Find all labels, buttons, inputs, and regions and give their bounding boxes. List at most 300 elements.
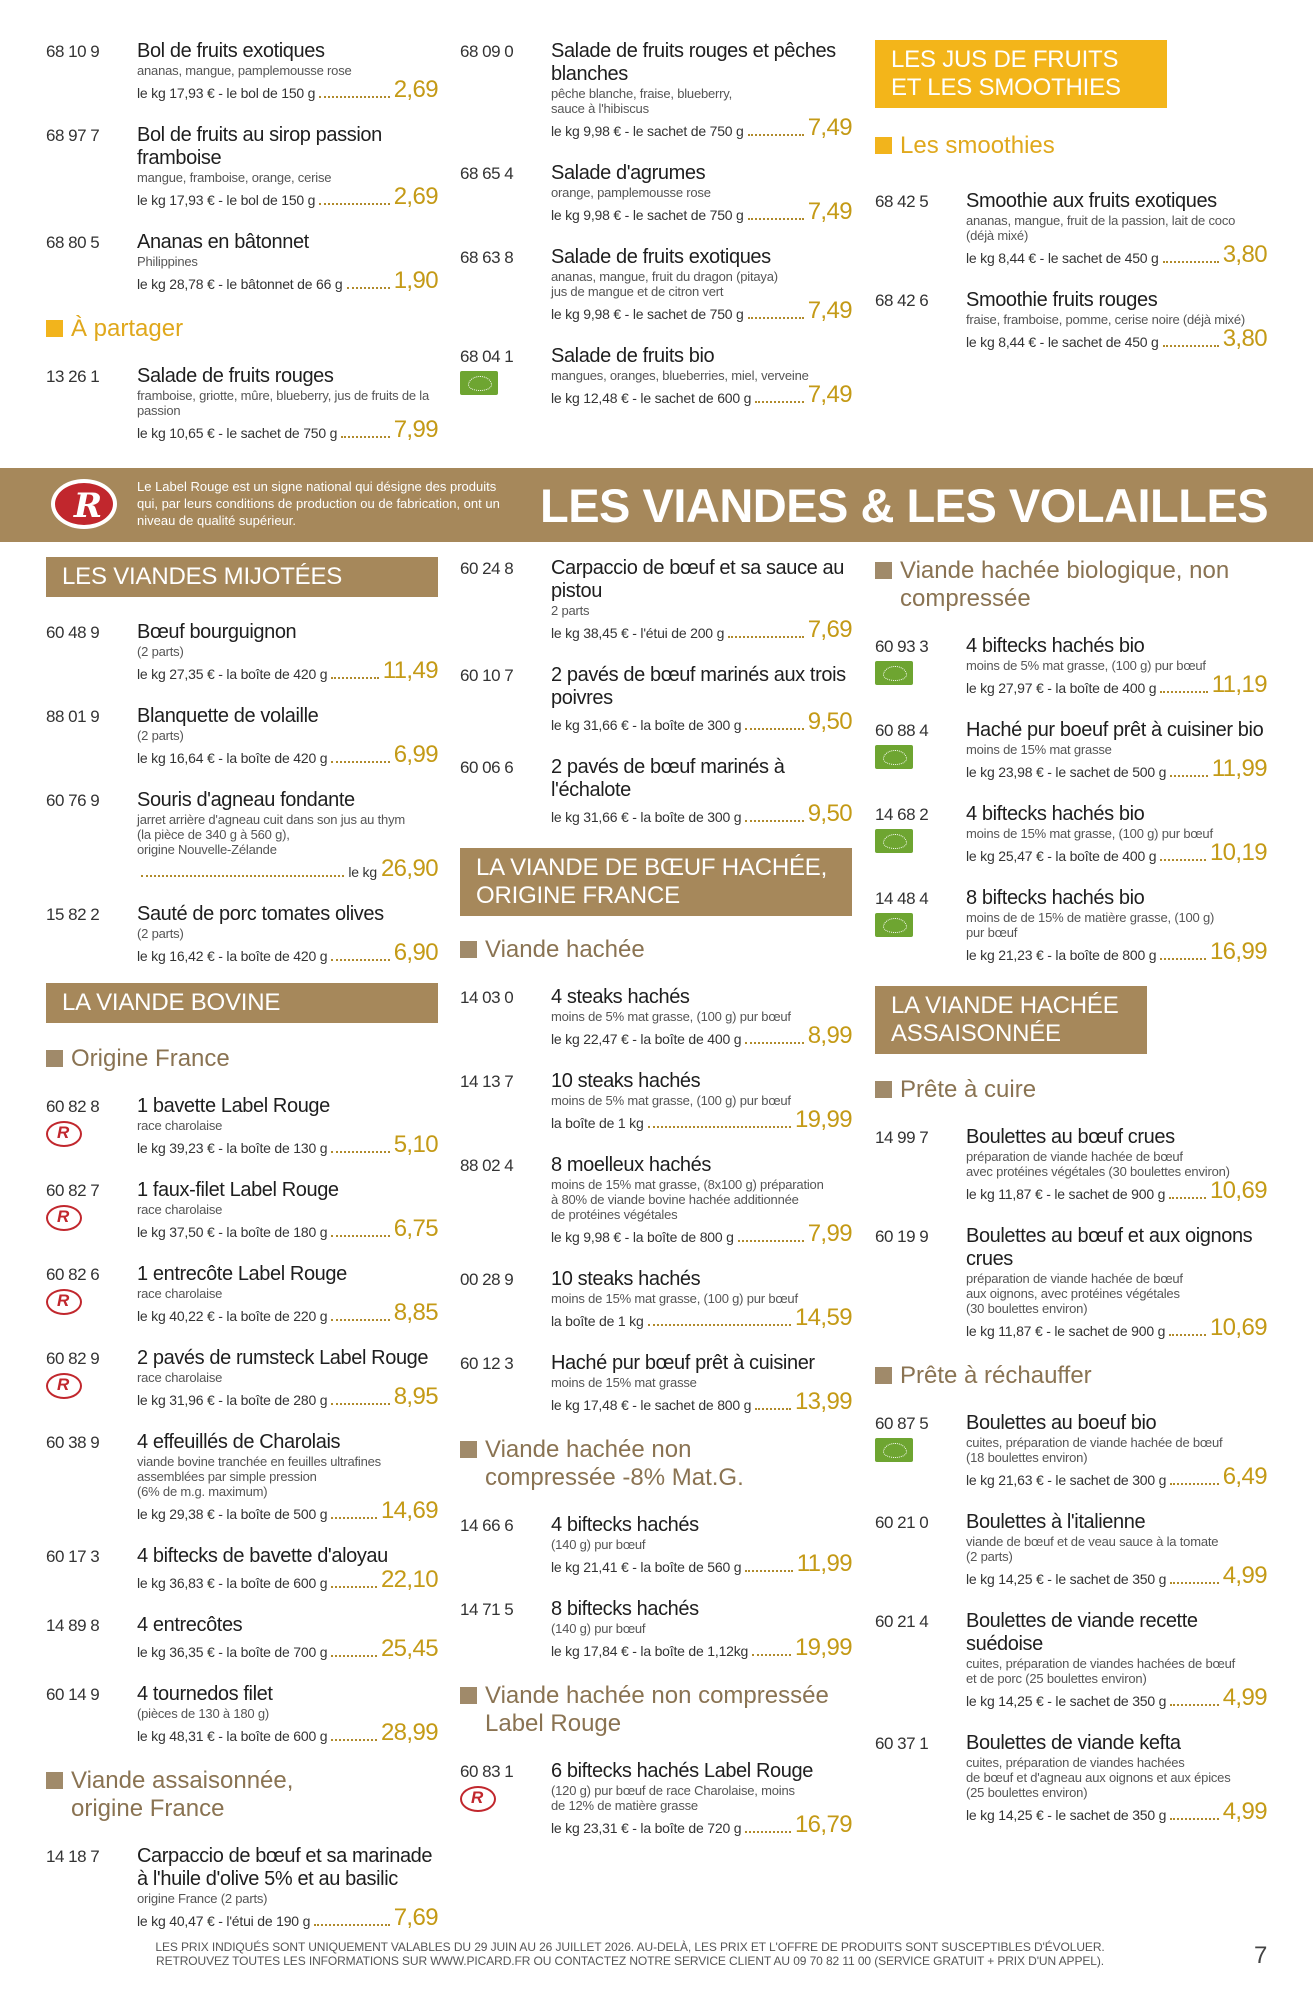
product-price: 4,99	[1222, 1562, 1267, 1589]
product-description: (la pièce de 340 g à 560 g),	[137, 827, 290, 842]
unit-price: le kg 40,47 € - l'étui de 190 g	[137, 1913, 311, 1929]
product-name: 4 effeuillés de Charolais	[137, 1431, 341, 1453]
list-top-col3	[875, 190, 1267, 351]
unit-price: le kg 39,23 € - la boîte de 130 g	[137, 1140, 328, 1156]
price-line	[966, 1686, 1267, 1710]
product-item	[875, 1732, 1267, 1824]
price-line	[966, 673, 1267, 697]
product-ref: 60 21 4	[875, 1612, 929, 1631]
product-item	[460, 1352, 852, 1414]
unit-price: le kg 14,25 € - le sachet de 350 g	[966, 1693, 1167, 1709]
product-price: 19,99	[794, 1106, 852, 1133]
product-price: 25,45	[380, 1635, 438, 1662]
price-line	[137, 941, 438, 965]
price-line	[137, 659, 438, 683]
subhead-origine-france	[46, 1045, 438, 1073]
price-line	[551, 802, 852, 826]
product-ref: 60 82 6	[46, 1265, 100, 1284]
banner-viande-hachee: LA VIANDE DE BŒUF HACHÉE, ORIGINE FRANCE	[460, 848, 852, 916]
unit-price: le kg 9,98 € - la boîte de 800 g	[551, 1229, 734, 1245]
product-ref: 60 10 7	[460, 666, 514, 685]
product-item	[460, 986, 852, 1048]
product-ref: 88 01 9	[46, 707, 100, 726]
product-ref: 60 88 4	[875, 721, 929, 740]
product-item	[875, 1610, 1267, 1710]
product-description: (120 g) pur bœuf de race Charolaise, moins	[551, 1783, 795, 1798]
price-line	[137, 743, 438, 767]
dot-leader	[1163, 345, 1219, 347]
subhead-label: Viande hachée	[485, 936, 645, 963]
product-ref: 60 38 9	[46, 1433, 100, 1452]
dot-leader	[1169, 1197, 1206, 1199]
product-price: 14,69	[380, 1497, 438, 1524]
product-description: race charolaise	[137, 1202, 223, 1217]
product-item	[46, 1095, 438, 1157]
product-price: 10,19	[1209, 839, 1267, 866]
product-name: 4 steaks hachés	[551, 986, 690, 1008]
product-ref: 68 10 9	[46, 42, 100, 61]
column-3-top	[875, 40, 1267, 373]
product-price: 6,99	[393, 741, 438, 768]
product-name: 2 pavés de bœuf marinés aux trois poivres	[551, 664, 846, 709]
product-item	[875, 719, 1267, 781]
product-item	[46, 789, 438, 881]
product-ref: 60 12 3	[460, 1354, 514, 1373]
page-number: 7	[1254, 1942, 1268, 1969]
price-line	[137, 1499, 438, 1523]
price-line	[551, 1813, 852, 1837]
product-price: 7,49	[807, 381, 852, 408]
price-line	[551, 383, 852, 407]
product-price: 11,99	[796, 1550, 852, 1577]
product-description: cuites, préparation de viande hachée de bœuf	[966, 1435, 1223, 1450]
subhead-prete-a-rechauffer	[875, 1362, 1267, 1390]
product-ref: 68 09 0	[460, 42, 514, 61]
unit-price: le kg 27,35 € - la boîte de 420 g	[137, 666, 328, 682]
product-description: fraise, framboise, pomme, cerise noire (déjà mixé)	[966, 312, 1245, 327]
bio-logo-icon	[875, 829, 913, 853]
product-ref: 60 82 9	[46, 1349, 100, 1368]
product-ref: 60 06 6	[460, 758, 514, 777]
product-description: (18 boulettes environ)	[966, 1450, 1088, 1465]
price-line	[137, 1906, 438, 1930]
dot-leader	[728, 636, 804, 638]
price-line	[966, 841, 1267, 865]
unit-price: le kg 21,23 € - la boîte de 800 g	[966, 947, 1157, 963]
unit-price: le kg 31,66 € - la boîte de 300 g	[551, 717, 742, 733]
product-item	[875, 1412, 1267, 1489]
square-bullet-icon	[460, 1687, 477, 1704]
dot-leader	[347, 287, 390, 289]
subhead-label: Les smoothies	[900, 132, 1055, 159]
product-price: 26,90	[380, 855, 438, 882]
price-line	[137, 1568, 438, 1592]
unit-price: le kg 16,42 € - la boîte de 420 g	[137, 948, 328, 964]
dot-leader	[738, 1240, 804, 1242]
unit-price: le kg 25,47 € - la boîte de 400 g	[966, 848, 1157, 864]
product-name: 2 pavés de rumsteck Label Rouge	[137, 1347, 429, 1369]
unit-price: le kg 27,97 € - la boîte de 400 g	[966, 680, 1157, 696]
product-description: ananas, mangue, fruit de la passion, lait de coco	[966, 213, 1236, 228]
product-description: et de porc (25 boulettes environ)	[966, 1671, 1147, 1686]
price-line	[551, 1552, 852, 1576]
product-price: 3,80	[1222, 325, 1267, 352]
subhead-a-partager	[46, 315, 438, 343]
product-description: aux oignons, avec protéines végétales	[966, 1286, 1180, 1301]
product-ref: 68 42 5	[875, 192, 929, 211]
price-line	[137, 185, 438, 209]
product-item	[46, 365, 438, 442]
product-price: 9,50	[807, 800, 852, 827]
unit-price: le kg 23,98 € - le sachet de 500 g	[966, 764, 1167, 780]
product-price: 6,49	[1222, 1463, 1267, 1490]
unit-price: le kg 17,48 € - le sachet de 800 g	[551, 1397, 752, 1413]
product-item	[875, 289, 1267, 351]
list-hachee	[460, 986, 852, 1414]
subhead-label: Viande hachée non compressée Label Rouge	[485, 1682, 829, 1737]
square-bullet-icon	[46, 1772, 63, 1789]
product-item	[460, 246, 852, 323]
product-item	[46, 1683, 438, 1745]
dot-leader	[745, 728, 803, 730]
subhead-viande-hachee	[460, 936, 852, 964]
product-price: 7,99	[393, 416, 438, 443]
product-name: 8 moelleux hachés	[551, 1154, 711, 1176]
product-description: origine Nouvelle-Zélande	[137, 842, 277, 857]
product-name: Ananas en bâtonnet	[137, 231, 309, 253]
banner-viande-bovine: LA VIANDE BOVINE	[46, 983, 438, 1023]
product-ref: 13 26 1	[46, 367, 100, 386]
dot-leader	[1160, 859, 1206, 861]
unit-price: le kg 31,66 € - la boîte de 300 g	[551, 809, 742, 825]
product-description: moins de 15% mat grasse	[551, 1375, 697, 1390]
unit-price: le kg 22,47 € - la boîte de 400 g	[551, 1031, 742, 1047]
product-description: moins de 5% mat grasse, (100 g) pur bœuf	[966, 658, 1206, 673]
product-item	[875, 1511, 1267, 1588]
product-description: race charolaise	[137, 1286, 223, 1301]
unit-price: le kg 10,65 € - le sachet de 750 g	[137, 425, 338, 441]
product-name: 10 steaks hachés	[551, 1268, 701, 1290]
product-description: (déjà mixé)	[966, 228, 1029, 243]
price-line	[137, 418, 438, 442]
product-name: Boulettes au bœuf et aux oignons crues	[966, 1225, 1253, 1270]
bio-logo-icon	[875, 1438, 913, 1462]
column-1-top	[46, 40, 438, 464]
product-ref: 60 14 9	[46, 1685, 100, 1704]
product-name: Haché pur boeuf prêt à cuisiner bio	[966, 719, 1264, 741]
price-line	[966, 327, 1267, 351]
product-price: 19,99	[794, 1634, 852, 1661]
product-ref: 15 82 2	[46, 905, 100, 924]
dot-leader	[1170, 1582, 1218, 1584]
product-description: à 80% de viande bovine hachée additionnée	[551, 1192, 799, 1207]
product-item	[875, 1225, 1267, 1340]
dot-leader	[331, 1319, 389, 1321]
product-item	[875, 190, 1267, 267]
unit-price: le kg 12,48 € - le sachet de 600 g	[551, 390, 752, 406]
price-line	[551, 1636, 852, 1660]
dot-leader	[319, 203, 389, 205]
dot-leader	[748, 218, 804, 220]
product-name: Salade de fruits bio	[551, 345, 715, 367]
list-prete-a-rechauffer	[875, 1412, 1267, 1824]
product-description: Philippines	[137, 254, 198, 269]
footer-legal	[100, 1940, 1160, 1968]
banner-viandes-mijotees: LES VIANDES MIJOTÉES	[46, 557, 438, 597]
product-price: 10,69	[1209, 1314, 1267, 1341]
price-line	[551, 116, 852, 140]
product-name: Salade de fruits rouges	[137, 365, 334, 387]
product-price: 28,99	[380, 1719, 438, 1746]
product-name: 1 entrecôte Label Rouge	[137, 1263, 347, 1285]
product-description: framboise, griotte, mûre, blueberry, jus de fruits de la passion	[137, 388, 430, 418]
product-ref: 14 48 4	[875, 889, 929, 908]
product-item	[875, 803, 1267, 865]
unit-price: le kg 23,31 € - la boîte de 720 g	[551, 1820, 742, 1836]
product-name: 8 biftecks hachés	[551, 1598, 699, 1620]
product-description: de 12% de matière grasse	[551, 1798, 698, 1813]
dot-leader	[1170, 1818, 1218, 1820]
list-prete-a-cuire	[875, 1126, 1267, 1340]
square-bullet-icon	[460, 941, 477, 958]
product-description: race charolaise	[137, 1118, 223, 1133]
label-rouge-icon	[46, 1205, 82, 1231]
dot-leader	[331, 959, 389, 961]
price-line	[551, 1108, 852, 1132]
dot-leader	[1160, 691, 1207, 693]
product-description: (25 boulettes environ)	[966, 1785, 1088, 1800]
product-name: 10 steaks hachés	[551, 1070, 701, 1092]
dot-leader	[755, 401, 803, 403]
dot-leader	[331, 1655, 377, 1657]
product-item	[46, 1263, 438, 1325]
product-name: 2 pavés de bœuf marinés à l'échalote	[551, 756, 785, 801]
square-bullet-icon	[46, 1050, 63, 1067]
price-line	[137, 78, 438, 102]
product-description: avec protéines végétales (30 boulettes environ)	[966, 1164, 1230, 1179]
label-rouge-icon	[46, 1373, 82, 1399]
product-ref: 60 82 8	[46, 1097, 100, 1116]
product-item	[875, 635, 1267, 697]
product-name: Carpaccio de bœuf et sa sauce au pistou	[551, 557, 844, 602]
product-price: 8,95	[393, 1383, 438, 1410]
product-price: 16,99	[1209, 938, 1267, 965]
dot-leader	[1160, 958, 1206, 960]
product-name: Smoothie fruits rouges	[966, 289, 1158, 311]
dot-leader	[745, 1831, 791, 1833]
product-description: jus de mangue et de citron vert	[551, 284, 724, 299]
square-bullet-icon	[46, 320, 63, 337]
product-price: 7,99	[807, 1220, 852, 1247]
product-item	[46, 1179, 438, 1241]
footer-line-1: LES PRIX INDIQUÉS SONT UNIQUEMENT VALABLES DU 29 JUIN AU 26 JUILLET 2026. AU-DELÀ, LES PRIX ET L'OFFRE DE PRODUITS SONT SUSCEPTIBLES D'ÉVOLUER.	[155, 1940, 1105, 1954]
product-ref: 68 63 8	[460, 248, 514, 267]
product-ref: 68 97 7	[46, 126, 100, 145]
product-name: 6 biftecks hachés Label Rouge	[551, 1760, 813, 1782]
price-line	[551, 1306, 852, 1330]
product-item	[46, 705, 438, 767]
label-rouge-icon	[46, 1289, 82, 1315]
product-ref: 14 99 7	[875, 1128, 929, 1147]
product-description: assemblées par simple pression	[137, 1469, 317, 1484]
product-description: mangue, framboise, orange, cerise	[137, 170, 332, 185]
dot-leader	[331, 1739, 377, 1741]
list-bio	[875, 635, 1267, 964]
product-ref: 14 68 2	[875, 805, 929, 824]
price-line	[137, 1385, 438, 1409]
product-ref: 14 03 0	[460, 988, 514, 1007]
product-item	[460, 1268, 852, 1330]
list-marines	[460, 557, 852, 826]
product-ref: 60 37 1	[875, 1734, 929, 1753]
section-title: LES VIANDES & LES VOLAILLES	[540, 479, 1269, 532]
price-line	[137, 1133, 438, 1157]
product-price: 9,50	[807, 708, 852, 735]
product-item	[460, 756, 852, 826]
product-description: préparation de viande hachée de bœuf	[966, 1149, 1183, 1164]
product-name: Sauté de porc tomates olives	[137, 903, 384, 925]
product-name: 8 biftecks hachés bio	[966, 887, 1145, 909]
product-name: Salade d'agrumes	[551, 162, 706, 184]
product-description: viande bovine tranchée en feuilles ultrafines	[137, 1454, 381, 1469]
product-name: Souris d'agneau fondante	[137, 789, 355, 811]
product-name: Haché pur bœuf prêt à cuisiner	[551, 1352, 815, 1374]
banner-jus-smoothies: LES JUS DE FRUITS ET LES SMOOTHIES	[875, 40, 1167, 108]
product-description: moins de 5% mat grasse, (100 g) pur bœuf	[551, 1093, 791, 1108]
unit-price: le kg 8,44 € - le sachet de 450 g	[966, 250, 1159, 266]
dot-leader	[748, 134, 804, 136]
unit-price: le kg 37,50 € - la boîte de 180 g	[137, 1224, 328, 1240]
product-description: moins de 15% mat grasse, (100 g) pur bœuf	[966, 826, 1213, 841]
bio-logo-icon	[460, 371, 498, 395]
product-description: de protéines végétales	[551, 1207, 678, 1222]
product-price: 11,99	[1211, 755, 1267, 782]
product-description: 2 parts	[551, 603, 590, 618]
price-line	[966, 243, 1267, 267]
product-description: (140 g) pur bœuf	[551, 1621, 646, 1636]
product-price: 5,10	[393, 1131, 438, 1158]
dot-leader	[331, 1517, 377, 1519]
product-item	[46, 1845, 438, 1930]
product-description: (2 parts)	[966, 1549, 1013, 1564]
dot-leader	[331, 761, 389, 763]
dot-leader	[1170, 1704, 1218, 1706]
unit-price: le kg 31,96 € - la boîte de 280 g	[137, 1392, 328, 1408]
subhead-viande-assaisonnee	[46, 1767, 438, 1823]
price-line	[966, 940, 1267, 964]
unit-price: le kg 16,64 € - la boîte de 420 g	[137, 750, 328, 766]
product-ref: 60 93 3	[875, 637, 929, 656]
product-ref: 14 18 7	[46, 1847, 100, 1866]
column-2-bottom	[460, 557, 852, 1859]
list-label-rouge	[460, 1760, 852, 1837]
product-name: 4 biftecks hachés	[551, 1514, 699, 1536]
unit-price: le kg 9,98 € - le sachet de 750 g	[551, 123, 744, 139]
label-rouge-description: Le Label Rouge est un signe national qui désigne des produits qui, par leurs conditions de production ou de fabrication, ont un niveau de qualité supérieur.	[137, 479, 500, 528]
product-ref: 14 66 6	[460, 1516, 514, 1535]
product-name: Carpaccio de bœuf et sa marinade à l'huile d'olive 5% et au basilic	[137, 1845, 433, 1890]
dot-leader	[745, 820, 803, 822]
product-item	[460, 162, 852, 224]
product-description: viande de bœuf et de veau sauce à la tomate	[966, 1534, 1219, 1549]
product-ref: 60 76 9	[46, 791, 100, 810]
list-top-col1b	[46, 365, 438, 442]
product-description: (140 g) pur bœuf	[551, 1537, 646, 1552]
product-description: (2 parts)	[137, 728, 184, 743]
product-item	[460, 1514, 852, 1576]
list-mijotees	[46, 621, 438, 965]
product-item	[460, 1760, 852, 1837]
subhead-smoothies	[875, 132, 1267, 160]
product-price: 10,69	[1209, 1177, 1267, 1204]
price-line	[966, 1800, 1267, 1824]
unit-price: le kg 17,84 € - la boîte de 1,12kg	[551, 1643, 749, 1659]
product-price: 7,49	[807, 114, 852, 141]
product-ref: 68 42 6	[875, 291, 929, 310]
product-description: de bœuf et d'agneau aux oignons et aux épices	[966, 1770, 1231, 1785]
product-description: moins de 15% mat grasse, (100 g) pur bœuf	[551, 1291, 798, 1306]
product-item	[46, 1545, 438, 1592]
product-name: Boulettes de viande kefta	[966, 1732, 1181, 1754]
unit-price: le kg 11,87 € - le sachet de 900 g	[966, 1186, 1166, 1202]
product-item	[46, 1347, 438, 1409]
unit-price: le kg 9,98 € - le sachet de 750 g	[551, 207, 744, 223]
unit-price: le kg 17,93 € - le bol de 150 g	[137, 192, 316, 208]
dot-leader	[745, 1570, 792, 1572]
product-price: 7,69	[807, 616, 852, 643]
product-price: 14,59	[794, 1304, 852, 1331]
unit-price: la boîte de 1 kg	[551, 1313, 644, 1329]
price-line	[137, 1217, 438, 1241]
product-name: 4 tournedos filet	[137, 1683, 273, 1705]
dot-leader	[331, 1235, 389, 1237]
product-price: 7,49	[807, 198, 852, 225]
product-item	[460, 40, 852, 140]
product-description: pur bœuf	[966, 925, 1018, 940]
product-description: moins de 15% mat grasse, (8x100 g) préparation	[551, 1177, 824, 1192]
product-description: sauce à l'hibiscus	[551, 101, 649, 116]
price-line	[137, 857, 438, 881]
price-line	[551, 200, 852, 224]
product-description: (pièces de 130 à 180 g)	[137, 1706, 269, 1721]
product-item	[460, 1070, 852, 1132]
dot-leader	[331, 1586, 377, 1588]
product-name: Salade de fruits rouges et pêches blanches	[551, 40, 836, 85]
bio-logo-icon	[875, 745, 913, 769]
product-name: Bœuf bourguignon	[137, 621, 297, 643]
product-ref: 88 02 4	[460, 1156, 514, 1175]
product-description: cuites, préparation de viandes hachées de bœuf	[966, 1656, 1236, 1671]
label-rouge-logo-icon	[48, 475, 120, 533]
product-description: (6% de m.g. maximum)	[137, 1484, 268, 1499]
unit-price: le kg 28,78 € - le bâtonnet de 66 g	[137, 276, 343, 292]
dot-leader	[745, 1042, 803, 1044]
product-description: jarret arrière d'agneau cuit dans son jus au thym	[137, 812, 405, 827]
product-ref: 68 80 5	[46, 233, 100, 252]
product-ref: 60 83 1	[460, 1762, 514, 1781]
product-price: 7,69	[393, 1904, 438, 1931]
footer-line-2: RETROUVEZ TOUTES LES INFORMATIONS SUR WWW.PICARD.FR OU CONTACTEZ NOTRE SERVICE CLIENT AU 09 70 82 11 00 (SERVICE GRATUIT + PRIX D'UN APPEL).	[156, 1954, 1104, 1968]
subhead-prete-a-cuire	[875, 1076, 1267, 1104]
unit-price: le kg 21,41 € - la boîte de 560 g	[551, 1559, 742, 1575]
product-description: (30 boulettes environ)	[966, 1301, 1088, 1316]
column-3-bottom	[875, 557, 1267, 1846]
product-item	[46, 1431, 438, 1523]
product-name: 4 biftecks hachés bio	[966, 803, 1145, 825]
product-item	[46, 124, 438, 209]
product-item	[46, 903, 438, 965]
banner-hachee-assaisonnee: LA VIANDE HACHÉE ASSAISONNÉE	[875, 986, 1147, 1054]
